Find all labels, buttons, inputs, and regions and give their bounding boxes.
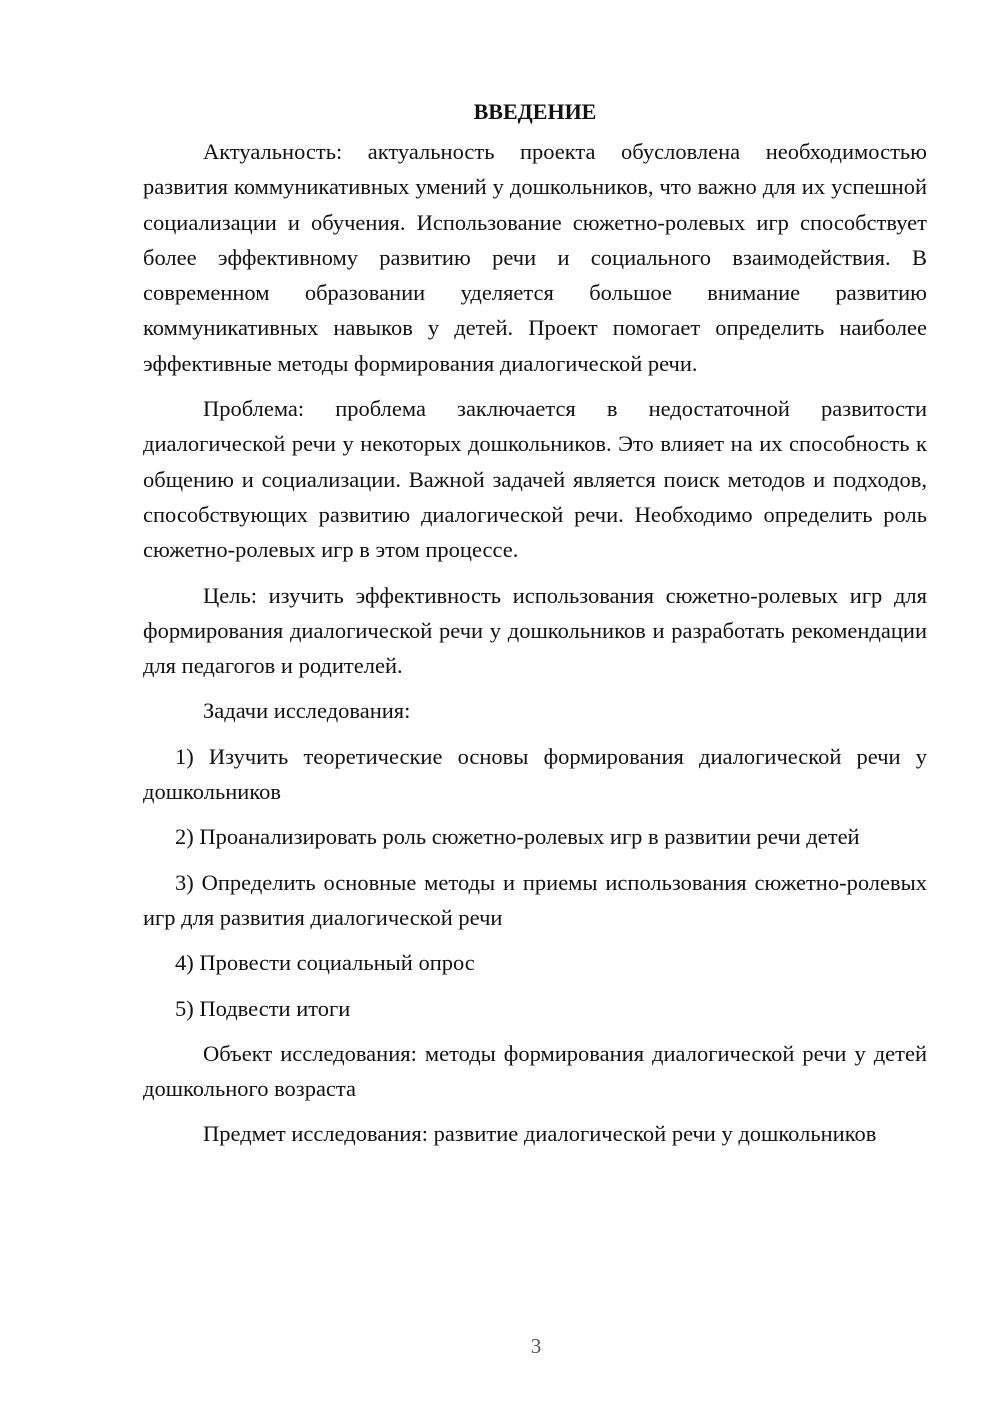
problem-paragraph: Проблема: проблема заключается в недостаточной развитости диалогической речи у некоторых дошкольников. Это влияет на их способность к общению и социализации. Важной задачей является поиск методов и подходов, способствующих развитию диалогической речи. Необходимо определить роль сюжетно-ролевых игр в этом процессе. bbox=[143, 396, 927, 563]
goal-paragraph: Цель: изучить эффективность использования сюжетно-ролевых игр для формирования диалогической речи у дошкольников и разработать рекомендации для педагогов и родителей. bbox=[143, 582, 927, 679]
object-paragraph: Объект исследования: методы формирования диалогической речи у детей дошкольного возраста bbox=[143, 1040, 927, 1102]
subject-paragraph: Предмет исследования: развитие диалогической речи у дошкольников bbox=[203, 1121, 877, 1147]
task-item: 5) Подвести итоги bbox=[175, 995, 351, 1021]
task-item: 1) Изучить теоретические основы формирования диалогической речи у дошкольников bbox=[143, 743, 927, 805]
task-item: 4) Провести социальный опрос bbox=[175, 950, 475, 976]
page-title: ВВЕДЕНИЕ bbox=[473, 99, 597, 124]
page-body bbox=[143, 96, 927, 1152]
relevance-paragraph: Актуальность: актуальность проекта обусловлена необходимостью развития коммуникативных умений у дошкольников, что важно для их успешной социализации и обучения. Использование сюжетно-ролевых игр способствует более эффективному развитию речи и социального взаимодействия. В современном образовании уделяется большое внимание развитию коммуникативных навыков у детей. Проект помогает определить наиболее эффективные методы формирования диалогической речи. bbox=[143, 139, 927, 376]
page-number: 3 bbox=[530, 1334, 542, 1358]
task-item: 2) Проанализировать роль сюжетно-ролевых игр в развитии речи детей bbox=[175, 824, 860, 850]
task-item: 3) Определить основные методы и приемы использования сюжетно-ролевых игр для развития диалогической речи bbox=[143, 869, 927, 930]
tasks-title: Задачи исследования: bbox=[203, 698, 411, 724]
